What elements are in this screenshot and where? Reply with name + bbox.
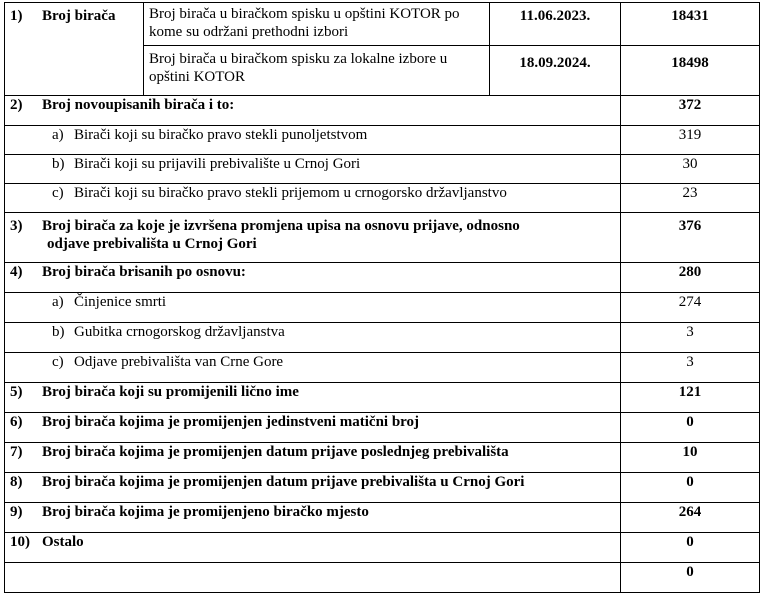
table-row-4b	[5, 323, 760, 353]
row4b-cell	[5, 323, 621, 353]
row9-value: 264	[621, 503, 760, 533]
row4c-letter: c)	[52, 354, 64, 370]
table-row-7	[5, 443, 760, 473]
row2a-value: 319	[621, 126, 760, 155]
table-row-4a	[5, 293, 760, 323]
row4c-cell	[5, 353, 621, 383]
row3-label-cell	[5, 213, 621, 263]
table-row-5	[5, 383, 760, 413]
row4-label-cell	[5, 263, 621, 293]
row2-number: 2)	[10, 97, 23, 113]
row4b-value: 3	[621, 323, 760, 353]
row10-label-cell	[5, 533, 621, 563]
row5-number: 5)	[10, 384, 23, 400]
row2a-text: Birači koji su biračko pravo stekli punoljetstvom	[74, 127, 368, 143]
row4a-letter: a)	[52, 294, 64, 310]
row9-label: Broj birača kojima je promijenjeno biračko mjesto	[42, 504, 369, 520]
voter-statistics-table	[4, 2, 760, 593]
row8-value: 0	[621, 473, 760, 503]
row1-sub1-value: 18431	[621, 3, 760, 46]
row2c-text: Birači koji su biračko pravo stekli prijemom u crnogorsko državljanstvo	[74, 185, 507, 201]
row9-label-cell	[5, 503, 621, 533]
row1-label: Broj birača	[42, 8, 116, 24]
table-row-6	[5, 413, 760, 443]
row7-number: 7)	[10, 444, 23, 460]
row11-value: 0	[621, 563, 760, 593]
row2-label: Broj novoupisanih birača i to:	[42, 97, 235, 113]
row5-label-cell	[5, 383, 621, 413]
row1-sub2-text: Broj birača u biračkom spisku za lokalne izbore u opštini KOTOR	[144, 46, 490, 96]
table-row-3	[5, 213, 760, 263]
row8-number: 8)	[10, 474, 23, 490]
table-row-8	[5, 473, 760, 503]
row2c-cell	[5, 184, 621, 213]
row7-label-cell	[5, 443, 621, 473]
row6-number: 6)	[10, 414, 23, 430]
table-row-10	[5, 533, 760, 563]
row6-value: 0	[621, 413, 760, 443]
table-row-2c	[5, 184, 760, 213]
row1-sub2-date: 18.09.2024.	[490, 46, 621, 96]
table-row-2b	[5, 155, 760, 184]
row5-value: 121	[621, 383, 760, 413]
row4c-text: Odjave prebivališta van Crne Gore	[74, 354, 284, 370]
row11-empty-cell	[5, 563, 621, 593]
table-row-4c	[5, 353, 760, 383]
row9-number: 9)	[10, 504, 23, 520]
row7-value: 10	[621, 443, 760, 473]
row2-label-cell	[5, 96, 621, 126]
row2b-value: 30	[621, 155, 760, 184]
row4b-letter: b)	[52, 324, 65, 340]
table-row-4	[5, 263, 760, 293]
row3-label-line1: Broj birača za koje je izvršena promjena upisa na osnovu prijave, odnosno	[42, 218, 520, 234]
row4a-text: Činjenice smrti	[74, 294, 167, 310]
row6-label: Broj birača kojima je promijenjen jedinstveni matični broj	[42, 414, 420, 430]
row1-label-cell	[5, 3, 144, 96]
row2b-text: Birači koji su prijavili prebivalište u Crnoj Gori	[74, 156, 361, 172]
table-row-2	[5, 96, 760, 126]
row4a-cell	[5, 293, 621, 323]
row4-number: 4)	[10, 264, 23, 280]
table-row-2a	[5, 126, 760, 155]
row2a-cell	[5, 126, 621, 155]
row6-label-cell	[5, 413, 621, 443]
row4a-value: 274	[621, 293, 760, 323]
table-row-9	[5, 503, 760, 533]
row2c-letter: c)	[52, 185, 64, 201]
row10-number: 10)	[10, 534, 30, 550]
row1-sub2-value: 18498	[621, 46, 760, 96]
table-row-11	[5, 563, 760, 593]
row1-sub1-date: 11.06.2023.	[490, 3, 621, 46]
row2b-cell	[5, 155, 621, 184]
row2c-value: 23	[621, 184, 760, 213]
row4-value: 280	[621, 263, 760, 293]
row3-value: 376	[621, 213, 760, 263]
row4-label: Broj birača brisanih po osnovu:	[42, 264, 246, 280]
row8-label: Broj birača kojima je promijenjen datum prijave prebivališta u Crnoj Gori	[42, 474, 525, 490]
row10-label: Ostalo	[42, 534, 84, 550]
row5-label: Broj birača koji su promijenili lično ime	[42, 384, 299, 400]
row8-label-cell	[5, 473, 621, 503]
row3-number: 3)	[10, 218, 23, 234]
row2b-letter: b)	[52, 156, 65, 172]
row7-label: Broj birača kojima je promijenjen datum prijave poslednjeg prebivališta	[42, 444, 509, 460]
row1-number: 1)	[10, 8, 23, 24]
row4c-value: 3	[621, 353, 760, 383]
row1-sub1-text: Broj birača u biračkom spisku u opštini KOTOR po kome su održani prethodni izbori	[144, 3, 490, 46]
table-row-1a	[5, 3, 760, 46]
row2a-letter: a)	[52, 127, 64, 143]
row10-value: 0	[621, 533, 760, 563]
row4b-text: Gubitka crnogorskog državljanstva	[74, 324, 285, 340]
row3-label-line2: odjave prebivališta u Crnoj Gori	[47, 236, 257, 252]
row2-value: 372	[621, 96, 760, 126]
